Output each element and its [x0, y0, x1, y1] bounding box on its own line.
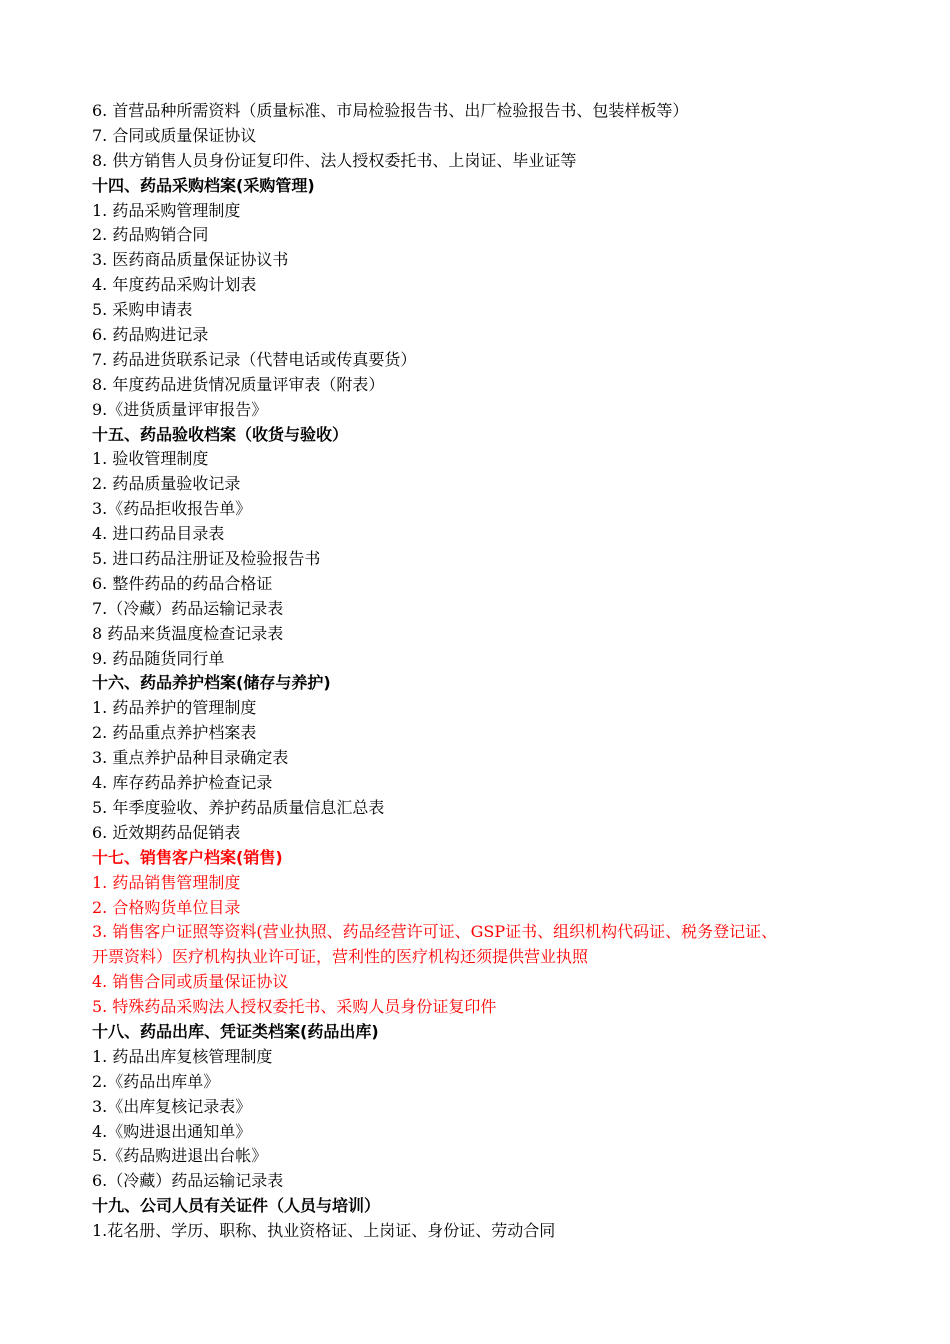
list-item: 9. 药品随货同行单 — [92, 648, 225, 668]
list-item: 3. 销售客户证照等资料(营业执照、药品经营许可证、GSP证书、组织机构代码证、税务登记证、 — [92, 922, 778, 942]
list-item: 5. 特殊药品采购法人授权委托书、采购人员身份证复印件 — [92, 997, 497, 1017]
list-item: 1. 验收管理制度 — [92, 449, 209, 469]
section-heading: 十四、药品采购档案(采购管理) — [92, 175, 315, 195]
list-item: 4.《购进退出通知单》 — [92, 1121, 252, 1141]
list-item: 1.花名册、学历、职称、执业资格证、上岗证、身份证、劳动合同 — [92, 1221, 556, 1241]
list-item: 7.（冷藏）药品运输记录表 — [92, 598, 284, 618]
list-item: 8 药品来货温度检查记录表 — [92, 623, 284, 643]
list-item: 8. 供方销售人员身份证复印件、法人授权委托书、上岗证、毕业证等 — [92, 150, 577, 170]
list-item: 6. 首营品种所需资料（质量标准、市局检验报告书、出厂检验报告书、包装样板等） — [92, 101, 689, 120]
list-item: 6.（冷藏）药品运输记录表 — [92, 1171, 284, 1191]
section-heading: 十五、药品验收档案（收货与验收） — [92, 424, 349, 444]
list-item: 2. 药品质量验收记录 — [92, 474, 241, 494]
list-item: 6. 近效期药品促销表 — [92, 822, 241, 842]
list-item: 5. 采购申请表 — [92, 300, 193, 320]
list-item: 2.《药品出库单》 — [92, 1071, 220, 1091]
list-item: 1. 药品销售管理制度 — [92, 872, 241, 892]
list-item: 7. 药品进货联系记录（代替电话或传真要货） — [92, 349, 417, 369]
section-heading: 十九、公司人员有关证件（人员与培训） — [92, 1196, 381, 1216]
list-item: 5. 年季度验收、养护药品质量信息汇总表 — [92, 797, 385, 817]
list-item: 3.《出库复核记录表》 — [92, 1096, 252, 1116]
list-item: 开票资料）医疗机构执业许可证，营利性的医疗机构还须提供营业执照 — [92, 947, 589, 967]
list-item: 6. 整件药品的药品合格证 — [92, 573, 273, 593]
list-item: 2. 药品购销合同 — [92, 225, 209, 245]
list-item: 4. 销售合同或质量保证协议 — [92, 972, 289, 992]
list-item: 5. 进口药品注册证及检验报告书 — [92, 549, 321, 569]
list-item: 4. 年度药品采购计划表 — [92, 275, 257, 295]
list-item: 4. 进口药品目录表 — [92, 524, 225, 544]
list-item: 9.《进货质量评审报告》 — [92, 399, 268, 419]
list-item: 1. 药品出库复核管理制度 — [92, 1046, 273, 1066]
list-item: 2. 合格购货单位目录 — [92, 897, 241, 917]
list-item: 7. 合同或质量保证协议 — [92, 125, 257, 145]
list-item: 4. 库存药品养护检查记录 — [92, 773, 273, 793]
list-item: 6. 药品购进记录 — [92, 325, 209, 345]
list-item: 1. 药品采购管理制度 — [92, 200, 241, 220]
list-item: 1. 药品养护的管理制度 — [92, 698, 257, 718]
list-item: 3. 医药商品质量保证协议书 — [92, 250, 289, 270]
list-item: 8. 年度药品进货情况质量评审表（附表） — [92, 374, 385, 394]
section-heading: 十六、药品养护档案(储存与养护) — [92, 673, 331, 693]
list-item: 3.《药品拒收报告单》 — [92, 499, 252, 519]
section-heading: 十八、药品出库、凭证类档案(药品出库) — [92, 1021, 379, 1041]
list-item: 5.《药品购进退出台帐》 — [92, 1146, 268, 1166]
list-item: 3. 重点养护品种目录确定表 — [92, 748, 289, 768]
section-heading: 十七、销售客户档案(销售) — [92, 847, 283, 867]
document-body — [92, 99, 892, 1244]
list-item: 2. 药品重点养护档案表 — [92, 723, 257, 743]
